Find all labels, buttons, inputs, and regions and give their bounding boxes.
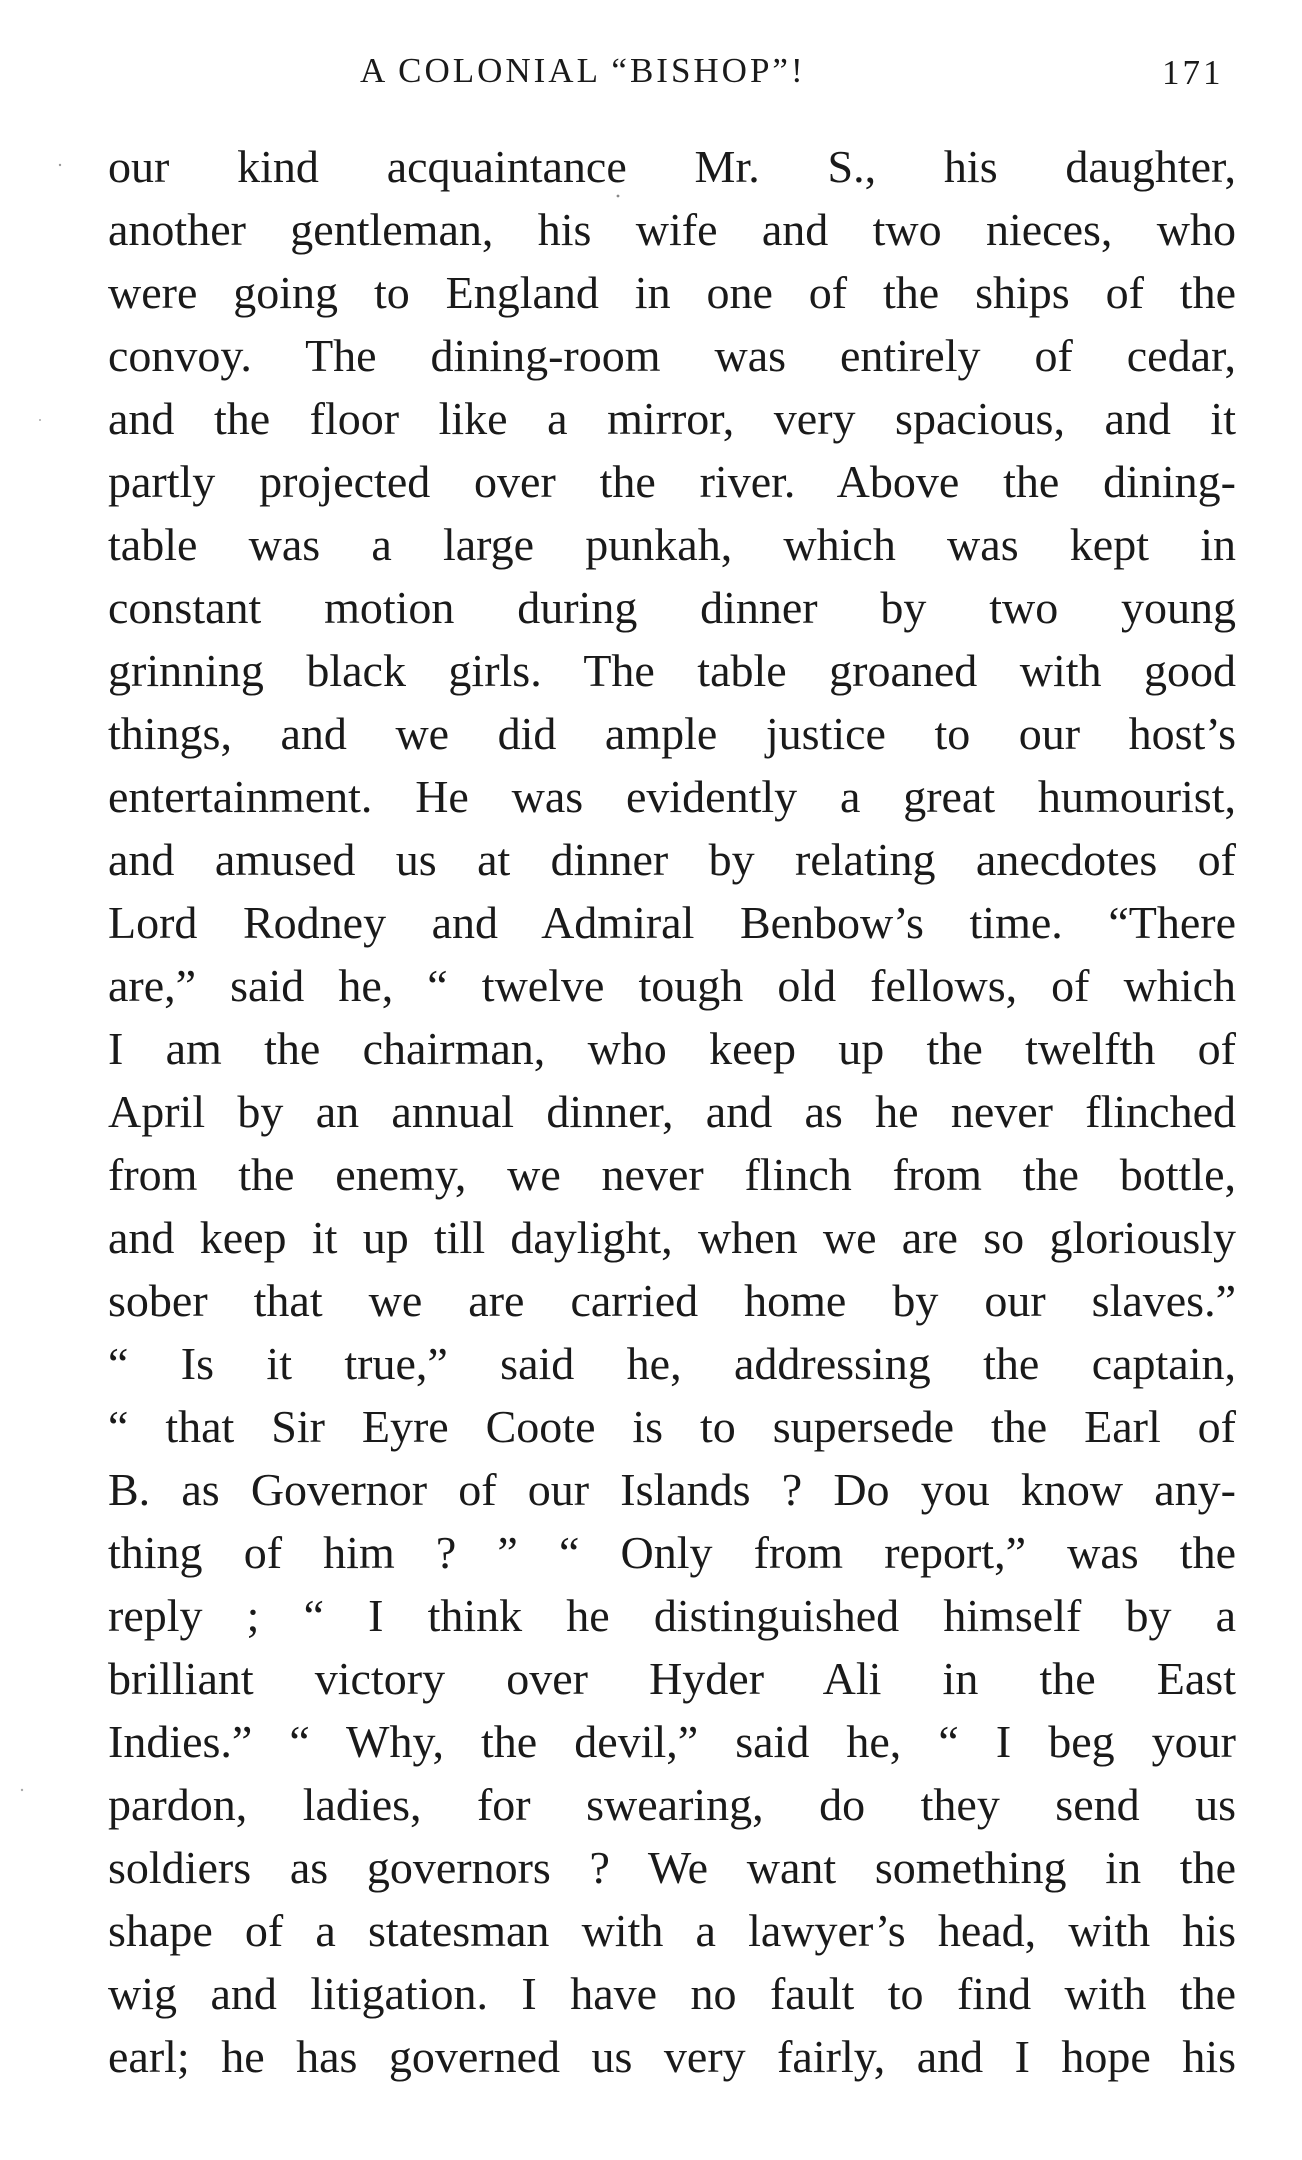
text-line: reply ; “ I think he distinguished himself by a — [108, 1590, 1236, 1641]
text-line: earl; he has governed us very fairly, and I hope his — [108, 2031, 1236, 2082]
text-line: Lord Rodney and Admiral Benbow’s time. “There — [108, 897, 1236, 948]
page-number: 171 — [1162, 53, 1224, 92]
text-line: “ Is it true,” said he, addressing the captain, — [108, 1338, 1236, 1389]
text-line: Indies.” “ Why, the devil,” said he, “ I beg your — [108, 1716, 1236, 1767]
text-line: convoy. The dining-room was entirely of cedar, — [108, 330, 1236, 381]
text-line: constant motion during dinner by two young — [108, 582, 1236, 633]
text-line: another gentleman, his wife and two nieces, who — [108, 204, 1236, 255]
text-line: soldiers as governors ? We want something in the — [108, 1842, 1236, 1893]
text-line: partly projected over the river. Above the dining- — [108, 456, 1236, 507]
text-line: brilliant victory over Hyder Ali in the East — [108, 1653, 1236, 1704]
text-line: our kind acquaintance Mr. S., his daughter, — [108, 141, 1236, 192]
running-title: A COLONIAL “BISHOP”! — [360, 51, 806, 90]
text-line: thing of him ? ” “ Only from report,” was the — [108, 1527, 1236, 1578]
text-line: April by an annual dinner, and as he never flinched — [108, 1086, 1236, 1137]
text-line: and keep it up till daylight, when we are so gloriously — [108, 1212, 1236, 1263]
text-line: from the enemy, we never flinch from the bottle, — [108, 1149, 1236, 1200]
text-line: are,” said he, “ twelve tough old fellows, of which — [108, 960, 1236, 1011]
body-text — [108, 135, 1236, 2088]
text-line: B. as Governor of our Islands ? Do you know any- — [108, 1464, 1236, 1515]
text-line: and the floor like a mirror, very spacious, and it — [108, 393, 1236, 444]
text-line: sober that we are carried home by our slaves.” — [108, 1275, 1236, 1326]
text-line: pardon, ladies, for swearing, do they send us — [108, 1779, 1236, 1830]
text-line: “ that Sir Eyre Coote is to supersede the Earl of — [108, 1401, 1236, 1452]
text-line: entertainment. He was evidently a great humourist, — [108, 771, 1236, 822]
text-line: grinning black girls. The table groaned with good — [108, 645, 1236, 696]
text-line: I am the chairman, who keep up the twelfth of — [108, 1023, 1236, 1074]
text-line: things, and we did ample justice to our host’s — [108, 708, 1236, 759]
text-line: table was a large punkah, which was kept in — [108, 519, 1236, 570]
text-line: and amused us at dinner by relating anecdotes of — [108, 834, 1236, 885]
text-line: were going to England in one of the ships of the — [108, 267, 1236, 318]
text-line: wig and litigation. I have no fault to find with the — [108, 1968, 1236, 2019]
text-line: shape of a statesman with a lawyer’s head, with his — [108, 1905, 1236, 1956]
